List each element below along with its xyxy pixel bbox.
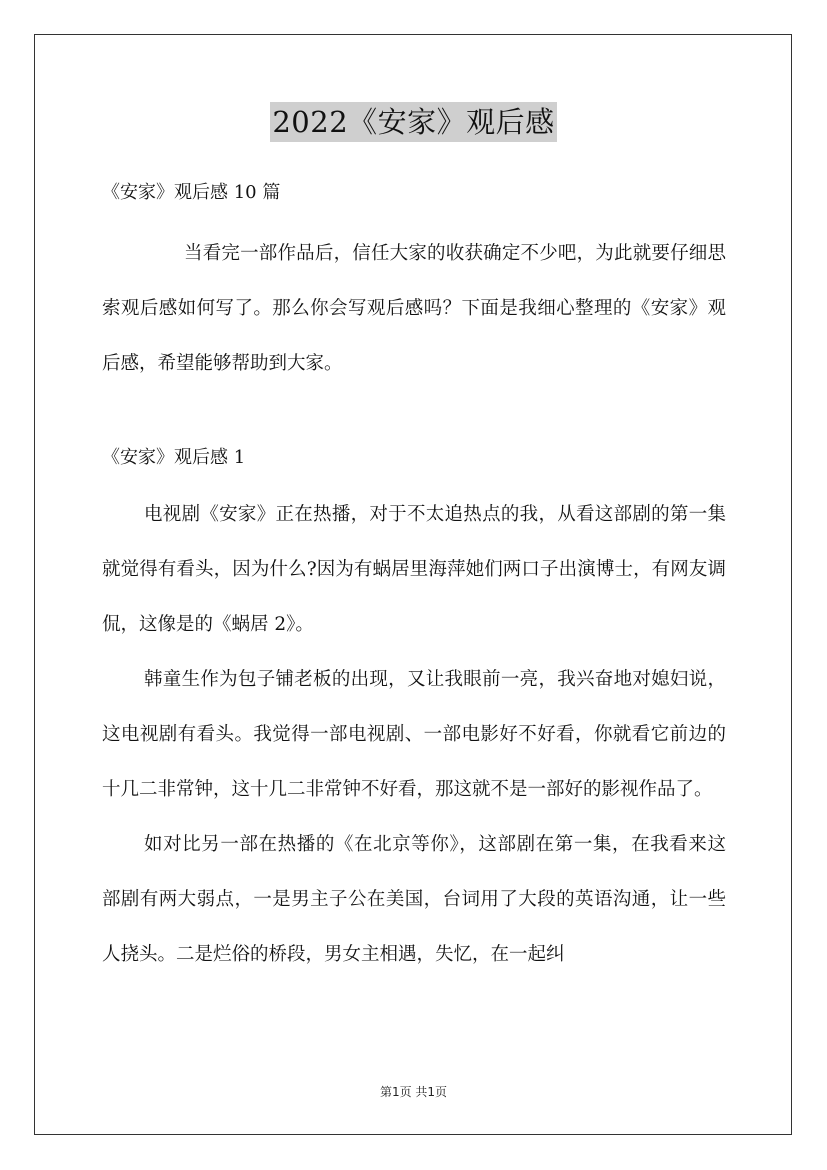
document-title-text: 2022《安家》观后感 <box>270 102 556 142</box>
body-paragraph-2: 韩童生作为包子铺老板的出现，又让我眼前一亮，我兴奋地对媳妇说，这电视剧有看头。我觉得一部电视剧、一部电影好不好看，你就看它前边的十几二非常钟，这十几二非常钟不好看，那这就不是一部好的影视作品了。 <box>102 669 726 800</box>
document-body <box>102 172 726 982</box>
page-footer <box>0 1083 827 1100</box>
document-subtitle: 《安家》观后感 10 篇 <box>102 182 281 203</box>
body-paragraph-3: 如对比另一部在热播的《在北京等你》，这部剧在第一集，在我看来这部剧有两大弱点，一是男主子公在美国，台词用了大段的英语沟通，让一些人挠头。二是烂俗的桥段，男女主相遇，失忆，在一起纠 <box>102 834 726 965</box>
page-number: 第1页 共1页 <box>379 1085 448 1099</box>
body-paragraph-1: 电视剧《安家》正在热播，对于不太追热点的我，从看这部剧的第一集就觉得有看头，因为什么?因为有蜗居里海萍她们两口子出演博士，有网友调侃，这像是的《蜗居 2》。 <box>102 504 726 635</box>
intro-paragraph: 当看完一部作品后，信任大家的收获确定不少吧，为此就要仔细思索观后感如何写了。那么你会写观后感吗？下面是我细心整理的《安家》观后感，希望能够帮助到大家。 <box>102 243 726 374</box>
document-title <box>0 102 827 142</box>
section-heading: 《安家》观后感 1 <box>102 447 246 468</box>
